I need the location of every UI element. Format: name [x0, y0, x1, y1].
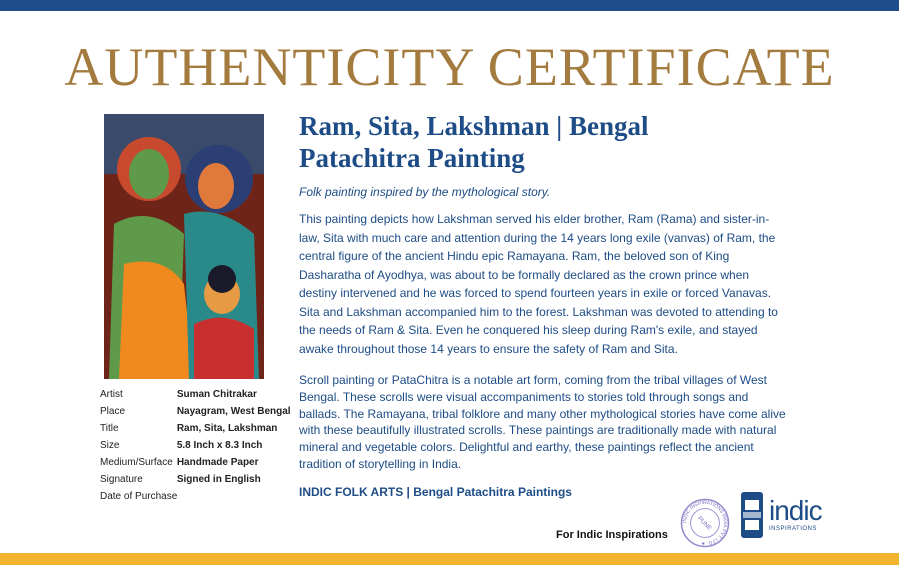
indic-folk-arts-link[interactable]: INDIC FOLK ARTS | Bengal Patachitra Paintings [299, 484, 572, 499]
detail-label-place: Place [100, 406, 126, 417]
detail-value-medium: Handmade Paper [176, 457, 259, 468]
logo-wordmark: indic [769, 495, 822, 526]
detail-value-size: 5.8 Inch x 8.3 Inch [176, 440, 263, 451]
description-paragraph-2: Scroll painting or PataChitra is a notable art form, coming from the tribal villages of West Bengal. These scrolls were visual accompaniments to stories told through songs and ballads. The Ramayana, tribal folklore and many other mythological stories have come alive with these beautifully illustrated scrolls. These paintings are traditionally made with natural mineral and vegetable colors. Delightful and earthy, these paintings reflect the ancient tradition of storytelling in India. [299, 373, 786, 471]
logo-subtext: INSPIRATIONS [769, 526, 817, 532]
bottom-bar [0, 553, 899, 565]
description-paragraph-1: This painting depicts how Lakshman served his elder brother, Ram (Rama) and sister-in-law, Sita with much care and attention during the 14 years long exile (vanvas) of Ram, the central figure of the ancient Hindu epic Ramayana. Ram, the beloved son of King Dasharatha of Ayodhya, was about to be formally declared as the crown prince when destiny intervened and he was forced to spend fourteen years in exile or forced Vanavas. Sita and Lakshman accompanied him to the forest. Lakshman was devoted to attending to the needs of Ram & Sita. Even he conquered his sleep during Ram's exile, and stayed awake throughout those 14 years to ensure the safety of Ram and Sita. [299, 212, 778, 356]
detail-label-date: Date of Purchase [100, 491, 178, 502]
detail-value-artist: Suman Chitrakar [176, 389, 257, 400]
description-column [299, 110, 789, 500]
svg-text:PUNE: PUNE [696, 515, 713, 532]
indic-inspirations-logo [740, 492, 822, 538]
company-stamp [680, 498, 730, 548]
certificate-title: AUTHENTICITY CERTIFICATE [64, 37, 835, 97]
painting-image [104, 114, 264, 379]
painting-heading: Ram, Sita, Lakshman | Bengal Patachitra Painting [299, 111, 649, 173]
painting-subtitle: Folk painting inspired by the mythological story. [299, 185, 551, 199]
detail-value-title: Ram, Sita, Lakshman [176, 423, 278, 434]
detail-label-signature: Signature [100, 474, 143, 485]
detail-label-medium: Medium/Surface [100, 457, 173, 468]
detail-label-size: Size [100, 440, 120, 451]
detail-value-place: Nayagram, West Bengal [176, 406, 291, 417]
svg-text:INDIC INSPIRATIONS INDIA PVT.: INDIC INSPIRATIONS INDIA PVT. LTD. ★ [683, 501, 728, 546]
detail-value-signature: Signed in English [176, 474, 261, 485]
detail-label-title: Title [100, 423, 119, 434]
detail-label-artist: Artist [100, 389, 123, 400]
artwork-details [100, 386, 291, 505]
pillar-icon [740, 492, 764, 538]
top-bar [0, 0, 899, 11]
for-indic-signature-label: For Indic Inspirations [556, 529, 668, 541]
